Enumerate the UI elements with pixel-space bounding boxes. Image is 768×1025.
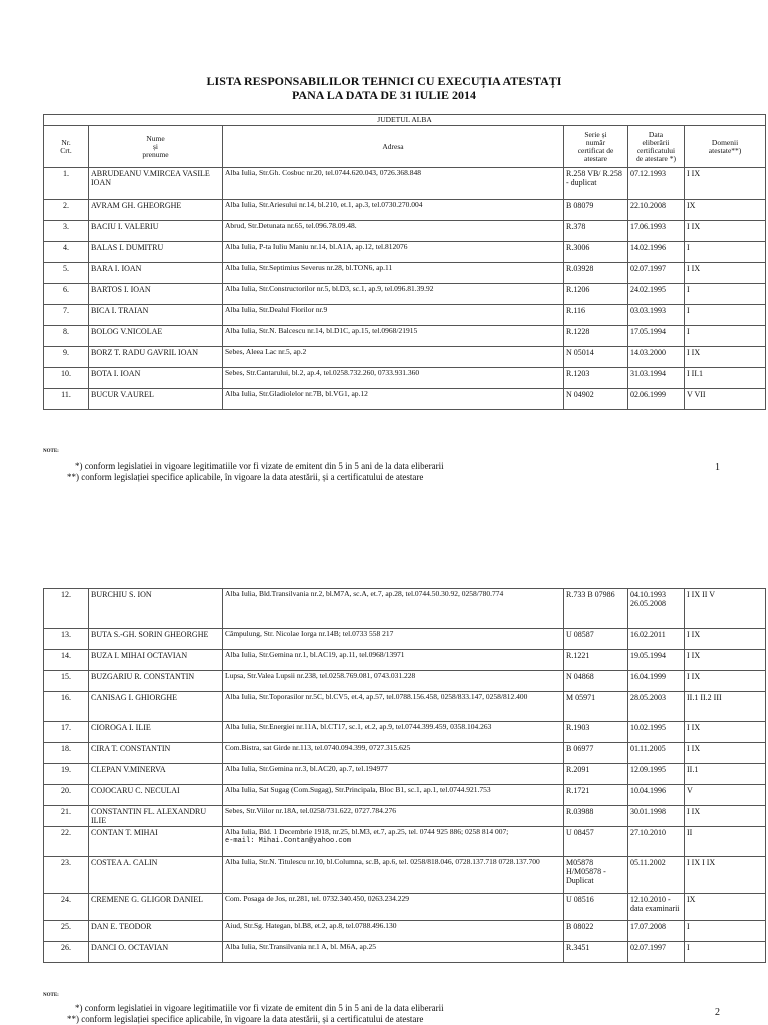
row-nr: 22. xyxy=(44,827,89,857)
row-domenii: II xyxy=(685,827,766,857)
row-serie: R.1206 xyxy=(564,284,628,305)
row-serie: N 05014 xyxy=(564,347,628,368)
note-2: **) conform legislației specifice aplicabile, în vigoare la data atestării, și a certificatului de atestare xyxy=(67,472,424,482)
row-adresa: Alba Iulia, Str.Gemina nr.3, bl.AC20, ap.7, tel.194977 xyxy=(223,764,564,785)
row-adresa: Lupsa, Str.Valea Lupsii nr.238, tel.0258.769.081, 0743.031.228 xyxy=(223,671,564,692)
row-domenii: I IX xyxy=(685,221,766,242)
table-row xyxy=(44,942,766,963)
row-serie: M 05971 xyxy=(564,692,628,722)
table-row xyxy=(44,743,766,764)
row-nr: 26. xyxy=(44,942,89,963)
row-data: 04.10.1993 26.05.2008 xyxy=(628,589,685,629)
row-nume: CLEPAN V.MINERVA xyxy=(89,764,223,785)
row-nume: AVRAM GH. GHEORGHE xyxy=(89,200,223,221)
row-nume: CIRA T. CONSTANTIN xyxy=(89,743,223,764)
table-row xyxy=(44,242,766,263)
table-row xyxy=(44,692,766,722)
table-row xyxy=(44,368,766,389)
col-header-data: Data eliberării certificatului de atestare *) xyxy=(628,126,685,168)
row-domenii: IX xyxy=(685,894,766,921)
row-domenii: I IX xyxy=(685,650,766,671)
row-nr: 3. xyxy=(44,221,89,242)
row-domenii: I xyxy=(685,305,766,326)
row-nr: 12. xyxy=(44,589,89,629)
notes-block-page-2 xyxy=(43,992,743,1025)
row-adresa: Câmpulung, Str. Nicolae Iorga nr.14B; tel.0733 558 217 xyxy=(223,629,564,650)
row-nume: DAN E. TEODOR xyxy=(89,921,223,942)
table-row xyxy=(44,326,766,347)
note-1: *) conform legislatiei in vigoare legitimatiile vor fi vizate de emitent din 5 in 5 ani de la data eliberarii xyxy=(75,461,444,471)
county-header: JUDETUL ALBA xyxy=(44,115,766,126)
col-header-nr: Nr. Crt. xyxy=(44,126,89,168)
row-nr: 14. xyxy=(44,650,89,671)
row-serie: B 08079 xyxy=(564,200,628,221)
row-data: 24.02.1995 xyxy=(628,284,685,305)
row-nume: BUZA I. MIHAI OCTAVIAN xyxy=(89,650,223,671)
row-data: 12.10.2010 -data examinarii xyxy=(628,894,685,921)
row-nume: BUCUR V.AUREL xyxy=(89,389,223,410)
row-nr: 10. xyxy=(44,368,89,389)
col-header-adresa: Adresa xyxy=(223,126,564,168)
row-data: 28.05.2003 xyxy=(628,692,685,722)
responsabili-table-page-1 xyxy=(43,114,766,410)
row-nume: CONTAN T. MIHAI xyxy=(89,827,223,857)
table-row xyxy=(44,347,766,368)
row-nr: 16. xyxy=(44,692,89,722)
row-adresa: Sebes, Aleea Lac nr.5, ap.2 xyxy=(223,347,564,368)
table-row xyxy=(44,857,766,894)
row-adresa: Alba Iulia, Str.Gladiolelor nr.7B, bl.VG1, ap.12 xyxy=(223,389,564,410)
table-row xyxy=(44,263,766,284)
row-domenii: I IX xyxy=(685,806,766,827)
row-nume: COJOCARU C. NECULAI xyxy=(89,785,223,806)
col-header-serie: Serie și număr certificat de atestare xyxy=(564,126,628,168)
row-domenii: I xyxy=(685,284,766,305)
table-row xyxy=(44,221,766,242)
table-row xyxy=(44,785,766,806)
row-domenii: I IX xyxy=(685,168,766,200)
row-data: 03.03.1993 xyxy=(628,305,685,326)
table-row xyxy=(44,806,766,827)
row-nume: BORZ T. RADU GAVRIL IOAN xyxy=(89,347,223,368)
row-data: 02.07.1997 xyxy=(628,263,685,284)
row-serie: R.1903 xyxy=(564,722,628,743)
email-text: e-mail: Mihai.Contan@yahoo.com xyxy=(225,836,352,845)
row-serie: U 08587 xyxy=(564,629,628,650)
row-data: 16.04.1999 xyxy=(628,671,685,692)
row-serie: R.2091 xyxy=(564,764,628,785)
row-nume: BOTA I. IOAN xyxy=(89,368,223,389)
row-domenii: I II.1 xyxy=(685,368,766,389)
row-serie: N 04902 xyxy=(564,389,628,410)
row-nr: 17. xyxy=(44,722,89,743)
row-nume: CIOROGA I. ILIE xyxy=(89,722,223,743)
row-nr: 25. xyxy=(44,921,89,942)
row-nume: BARTOS I. IOAN xyxy=(89,284,223,305)
table-row xyxy=(44,200,766,221)
row-serie: U 08457 xyxy=(564,827,628,857)
table-row xyxy=(44,650,766,671)
row-adresa: Alba Iulia, Str.N. Balcescu nr.14, bl.D1C, ap.15, tel.0968/21915 xyxy=(223,326,564,347)
row-nr: 24. xyxy=(44,894,89,921)
row-serie: R.258 VB/ R.258 - duplicat xyxy=(564,168,628,200)
row-nume: BURCHIU S. ION xyxy=(89,589,223,629)
row-domenii: I xyxy=(685,942,766,963)
row-serie: R.116 xyxy=(564,305,628,326)
row-data: 17.06.1993 xyxy=(628,221,685,242)
notes-label: NOTE: xyxy=(43,449,59,454)
row-adresa: Alba Iulia, Str.Toporasilor nr.5C, bl.CV5, et.4, ap.57, tel.0788.156.458, 0258/833.147, 0258/812.400 xyxy=(223,692,564,722)
responsabili-table-page-2 xyxy=(43,588,766,963)
row-data: 19.05.1994 xyxy=(628,650,685,671)
row-adresa: Com.Bistra, sat Girde nr.113, tel.0740.094.399, 0727.315.625 xyxy=(223,743,564,764)
row-data: 17.05.1994 xyxy=(628,326,685,347)
row-data: 16.02.2011 xyxy=(628,629,685,650)
row-serie: R.733 B 07986 xyxy=(564,589,628,629)
row-data: 12.09.1995 xyxy=(628,764,685,785)
row-domenii: I IX xyxy=(685,671,766,692)
row-serie: U 08516 xyxy=(564,894,628,921)
row-serie: R.3006 xyxy=(564,242,628,263)
notes-label: NOTE: xyxy=(43,993,59,998)
row-adresa: Alba Iulia, Str.N. Titulescu nr.10, bl.Columna, sc.B, ap.6, tel. 0258/818.046, 0728.137.718 0728.137.700 xyxy=(223,857,564,894)
note-1: *) conform legislatiei in vigoare legitimatiile vor fi vizate de emitent din 5 in 5 ani de la data eliberarii xyxy=(75,1003,444,1013)
row-nume: BALAS I. DUMITRU xyxy=(89,242,223,263)
row-adresa: Alba Iulia, Str.Ariesului nr.14, bl.210, et.1, ap.3, tel.0730.270.004 xyxy=(223,200,564,221)
row-nr: 4. xyxy=(44,242,89,263)
row-domenii: V VII xyxy=(685,389,766,410)
row-domenii: V xyxy=(685,785,766,806)
row-nr: 7. xyxy=(44,305,89,326)
row-serie: R.1228 xyxy=(564,326,628,347)
row-nr: 6. xyxy=(44,284,89,305)
table-row xyxy=(44,629,766,650)
table-row xyxy=(44,894,766,921)
row-adresa: Alba Iulia, Sat Sugag (Com.Sugag), Str.Principala, Bloc B1, sc.1, ap.1, tel.0744.921.753 xyxy=(223,785,564,806)
page-number: 1 xyxy=(715,462,720,473)
row-domenii: I xyxy=(685,326,766,347)
row-nr: 21. xyxy=(44,806,89,827)
row-domenii: II.1 xyxy=(685,764,766,785)
row-data: 02.07.1997 xyxy=(628,942,685,963)
row-domenii: I IX I IX xyxy=(685,857,766,894)
row-nume: COSTEA A. CALIN xyxy=(89,857,223,894)
row-data: 05.11.2002 xyxy=(628,857,685,894)
row-serie: M05878 H/M05878 -Duplicat xyxy=(564,857,628,894)
row-nume: ABRUDEANU V.MIRCEA VASILE IOAN xyxy=(89,168,223,200)
row-data: 30.01.1998 xyxy=(628,806,685,827)
row-domenii: I IX xyxy=(685,629,766,650)
row-nume: BARA I. IOAN xyxy=(89,263,223,284)
row-adresa: Alba Iulia, Str.Gemina nr.1, bl.AC19, ap.11, tel.0968/13971 xyxy=(223,650,564,671)
row-nume: CREMENE G. GLIGOR DANIEL xyxy=(89,894,223,921)
row-domenii: I IX xyxy=(685,347,766,368)
row-data: 02.06.1999 xyxy=(628,389,685,410)
table-row xyxy=(44,305,766,326)
row-domenii: I IX xyxy=(685,263,766,284)
page-number: 2 xyxy=(715,1007,720,1018)
row-nr: 9. xyxy=(44,347,89,368)
document-page-2 xyxy=(0,520,768,1024)
row-nr: 1. xyxy=(44,168,89,200)
row-nr: 13. xyxy=(44,629,89,650)
row-domenii: I IX xyxy=(685,743,766,764)
row-serie: R.378 xyxy=(564,221,628,242)
table-row xyxy=(44,764,766,785)
row-data: 14.02.1996 xyxy=(628,242,685,263)
row-nr: 18. xyxy=(44,743,89,764)
row-adresa: Alba Iulia, Str.Constructorilor nr.5, bl.D3, sc.1, ap.9, tel.096.81.39.92 xyxy=(223,284,564,305)
table-row xyxy=(44,827,766,857)
column-header-row xyxy=(44,126,766,168)
row-nume: BACIU I. VALERIU xyxy=(89,221,223,242)
col-header-nume: Nume și prenume xyxy=(89,126,223,168)
row-data: 10.02.1995 xyxy=(628,722,685,743)
row-adresa: Alba Iulia, Str.Septimius Severus nr.28, bl.TON6, ap.11 xyxy=(223,263,564,284)
table-row xyxy=(44,722,766,743)
row-nr: 20. xyxy=(44,785,89,806)
row-domenii: I IX II V xyxy=(685,589,766,629)
row-nr: 11. xyxy=(44,389,89,410)
document-title: LISTA RESPONSABILILOR TEHNICI CU EXECUȚIA ATESTAȚI xyxy=(206,74,562,88)
row-adresa: Alba Iulia, Str.Transilvania nr.1 A, bl. M6A, ap.25 xyxy=(223,942,564,963)
row-adresa: Sebes, Str.Cantarului, bl.2, ap.4, tel.0258.732.260, 0733.931.360 xyxy=(223,368,564,389)
note-2: **) conform legislației specifice aplicabile, în vigoare la data atestării, și a certificatului de atestare xyxy=(67,1014,424,1024)
row-nr: 2. xyxy=(44,200,89,221)
notes-block-page-1 xyxy=(43,448,743,483)
row-nr: 5. xyxy=(44,263,89,284)
row-adresa: Alba Iulia, Str.Gh. Cosbuc nr.20, tel.0744.620.043, 0726.368.848 xyxy=(223,168,564,200)
row-serie: N 04868 xyxy=(564,671,628,692)
row-nr: 8. xyxy=(44,326,89,347)
row-adresa: Alba Iulia, Str.Dealul Florilor nr.9 xyxy=(223,305,564,326)
row-adresa: Alba Iulia, Str.Energiei nr.11A, bl.CT17, sc.1, et.2, ap.9, tel.0744.399.459, 0358.104.263 xyxy=(223,722,564,743)
col-header-domenii: Domenii atestate**) xyxy=(685,126,766,168)
row-data: 10.04.1996 xyxy=(628,785,685,806)
row-nr: 23. xyxy=(44,857,89,894)
row-nume: DANCI O. OCTAVIAN xyxy=(89,942,223,963)
row-serie: R.1221 xyxy=(564,650,628,671)
document-subtitle: PANA LA DATA DE 31 IULIE 2014 xyxy=(291,88,477,102)
row-serie: R.1203 xyxy=(564,368,628,389)
row-adresa: Alba Iulia, Bld. 1 Decembrie 1918, nr.25, bl.M3, et.7, ap.25, tel. 0744 925 886; 0258 814 007; e-mail: Mihai.Contan@yahoo.com xyxy=(223,827,564,857)
row-domenii: IX xyxy=(685,200,766,221)
row-data: 17.07.2008 xyxy=(628,921,685,942)
row-data: 14.03.2000 xyxy=(628,347,685,368)
row-domenii: II.1 II.2 III xyxy=(685,692,766,722)
row-serie: B 06977 xyxy=(564,743,628,764)
row-nr: 15. xyxy=(44,671,89,692)
row-nume: BUZGARIU R. CONSTANTIN xyxy=(89,671,223,692)
row-data: 22.10.2008 xyxy=(628,200,685,221)
table-row xyxy=(44,589,766,629)
row-domenii: I xyxy=(685,921,766,942)
row-nume: CONSTANTIN FL. ALEXANDRU ILIE xyxy=(89,806,223,827)
row-adresa: Abrud, Str.Detunata nr.65, tel.096.78.09.48. xyxy=(223,221,564,242)
row-adresa: Com. Posaga de Jos, nr.281, tel. 0732.340.450, 0263.234.229 xyxy=(223,894,564,921)
row-data: 27.10.2010 xyxy=(628,827,685,857)
row-adresa: Sebes, Str.Viilor nr.18A, tel.0258/731.622, 0727.784.276 xyxy=(223,806,564,827)
row-nume: BOLOG V.NICOLAE xyxy=(89,326,223,347)
row-data: 01.11.2005 xyxy=(628,743,685,764)
row-serie: R.3451 xyxy=(564,942,628,963)
table-row xyxy=(44,284,766,305)
row-nume: BICA I. TRAIAN xyxy=(89,305,223,326)
row-domenii: I IX xyxy=(685,722,766,743)
row-serie: R.03928 xyxy=(564,263,628,284)
row-serie: B 08022 xyxy=(564,921,628,942)
table-row xyxy=(44,921,766,942)
row-adresa: Alba Iulia, Bld.Transilvania nr.2, bl.M7A, sc.A, et.7, ap.28, tel.0744.50.30.92, 0258/780.774 xyxy=(223,589,564,629)
row-nr: 19. xyxy=(44,764,89,785)
row-nume: BUTA S.-GH. SORIN GHEORGHE xyxy=(89,629,223,650)
table-row xyxy=(44,389,766,410)
row-serie: R.1721 xyxy=(564,785,628,806)
table-row xyxy=(44,671,766,692)
table-row xyxy=(44,168,766,200)
row-nume: CANISAG I. GHIORGHE xyxy=(89,692,223,722)
row-serie: R.03988 xyxy=(564,806,628,827)
row-adresa: Alba Iulia, P-ta Iuliu Maniu nr.14, bl.A1A, ap.12, tel.812076 xyxy=(223,242,564,263)
row-domenii: I xyxy=(685,242,766,263)
row-data: 07.12.1993 xyxy=(628,168,685,200)
row-data: 31.03.1994 xyxy=(628,368,685,389)
row-adresa: Aiud, Str.Sg. Hategan, bl.B8, et.2, ap.8, tel.0788.496.130 xyxy=(223,921,564,942)
